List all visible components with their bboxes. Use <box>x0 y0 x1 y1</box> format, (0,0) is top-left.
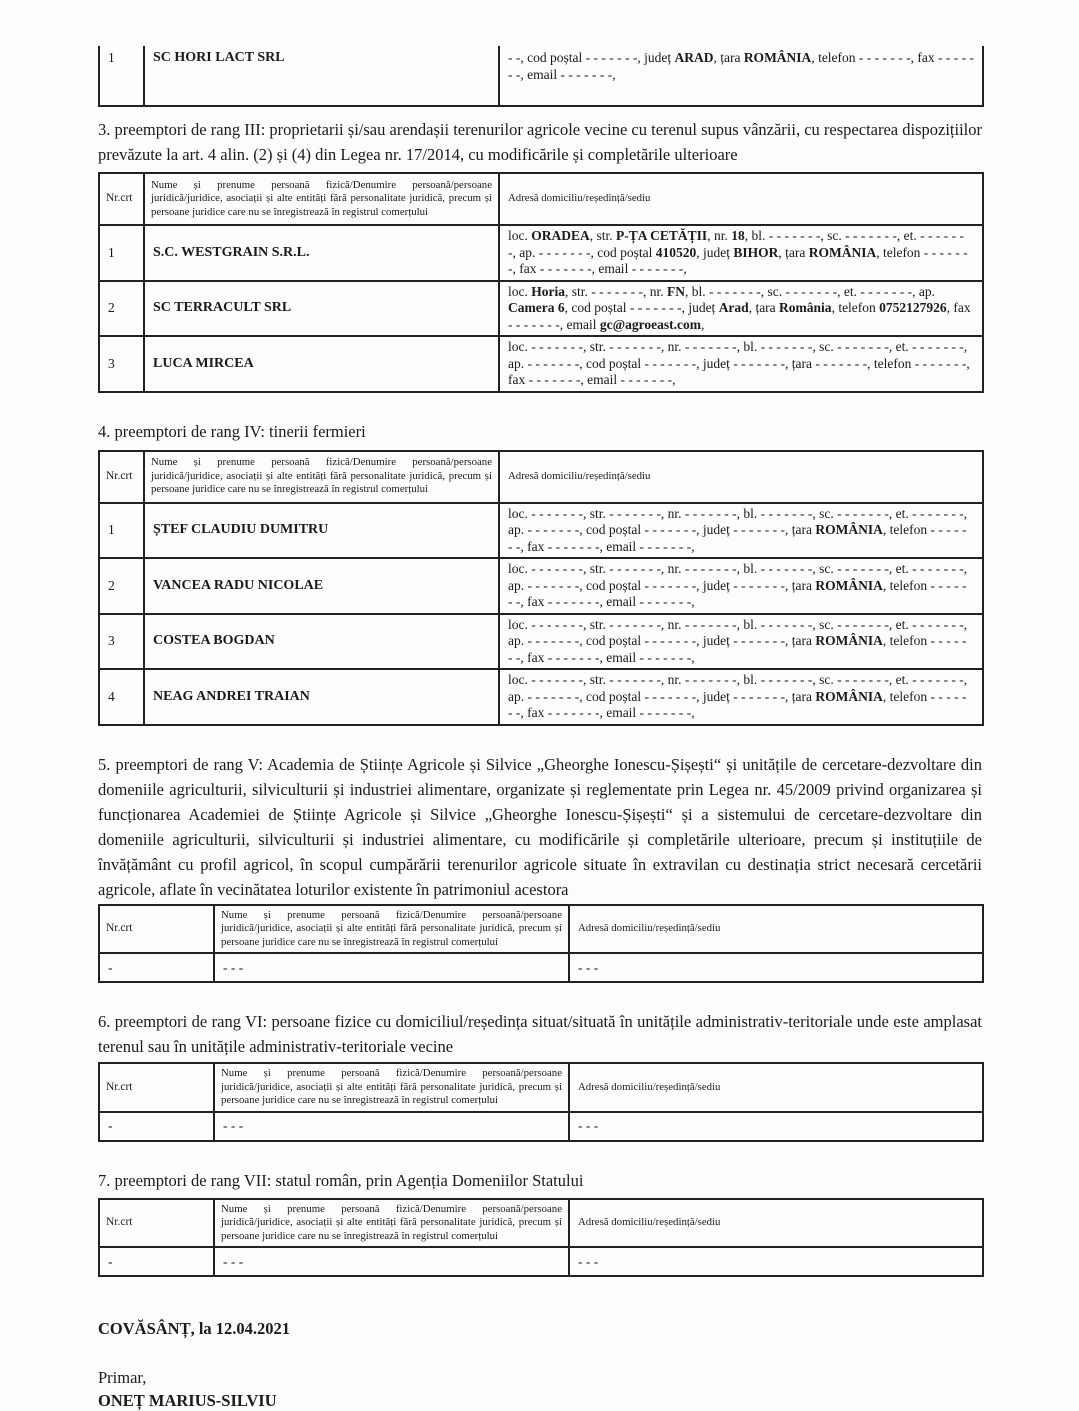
section-5-heading: 5. preemptori de rang V: Academia de Științe Agricole și Silvice „Gheorghe Ionescu-Șișești“ și unitățile de cercetare-dezvoltare din domeniile agriculturii, silviculturii și industriei alimentare, organizate și reglementate prin Legea nr. 45/2009 privind organizarea și funcționarea Academiei de Științe Agricole și Silvice „Gheorghe Ionescu-Șișești“ și a sistemului de cercetare-dezvoltare din domeniile agriculturii, silviculturii și industriei alimentare, cu modificările și completările ulterioare, precum și instituțiile de învățământ cu profil agricol, în scopul cumpărării terenurilor agricole situate în extravilan cu destinația strict necesară cercetării agricole, aflate în vecinătatea loturilor existente în patrimoniul acestora <box>98 754 982 899</box>
address-cell: loc. - - - - - - -, str. - - - - - - -, nr. - - - - - - -, bl. - - - - - - -, sc. - - - - - - -, et. - - - - - - -, ap. - - - - - - -, cod poștal - - - - - - -, județ - - - - - - -, țara ROMÂNIA, telefon - - - - - - -, fax - - - - - - -, email - - - - - - -, <box>499 558 983 614</box>
preemptors-table-rang3 <box>98 172 984 393</box>
table-row <box>99 281 983 337</box>
preemptors-table-rang2-partial <box>98 46 984 107</box>
header-name-cell: Nume și prenume persoană fizică/Denumire persoană/persoane juridică/juridice, asociații și alte entități fără personalitate juridică, precum și persoane juridice care nu se înregistrează în registrul comerțului <box>144 173 499 225</box>
name-cell: S.C. WESTGRAIN S.R.L. <box>144 225 499 281</box>
row-number-cell: 1 <box>99 46 144 106</box>
table-header-row <box>99 451 983 503</box>
header-nr-cell: Nr.crt <box>99 1199 214 1248</box>
header-address-cell: Adresă domiciliu/reședință/sediu <box>569 905 983 954</box>
name-cell: LUCA MIRCEA <box>144 336 499 392</box>
table-row <box>99 1112 983 1141</box>
address-cell: loc. - - - - - - -, str. - - - - - - -, nr. - - - - - - -, bl. - - - - - - -, sc. - - - - - - -, et. - - - - - - -, ap. - - - - - - -, cod poștal - - - - - - -, județ - - - - - - -, țara ROMÂNIA, telefon - - - - - - -, fax - - - - - - -, email - - - - - - -, <box>499 669 983 725</box>
section-6-heading: 6. preemptori de rang VI: persoane fizice cu domiciliul/reședința situat/situată în unitățile administrativ-teritoriale unde este amplasat terenul sau în unitățile administrativ-teritoriale vecine <box>98 1012 982 1056</box>
row-number-cell: 3 <box>99 614 144 670</box>
name-cell: - - - <box>214 953 569 982</box>
table-row <box>99 614 983 670</box>
table-header-row <box>99 173 983 225</box>
table-row <box>99 336 983 392</box>
name-cell: NEAG ANDREI TRAIAN <box>144 669 499 725</box>
header-nr-cell: Nr.crt <box>99 905 214 954</box>
address-cell: loc. Horia, str. - - - - - - -, nr. FN, bl. - - - - - - -, sc. - - - - - - -, et. - - - - - - -, ap. Camera 6, cod poștal - - - - - - -, județ Arad, țara România, telefon 0752127926, fax - - - - - - -, email gc@agroeast.com, <box>499 281 983 337</box>
table-row <box>99 558 983 614</box>
header-name-cell: Nume și prenume persoană fizică/Denumire persoană/persoane juridică/juridice, asociații și alte entități fără personalitate juridică, precum și persoane juridice care nu se înregistrează în registrul comerțului <box>214 1063 569 1112</box>
section-4-heading: 4. preemptori de rang IV: tinerii fermieri <box>98 421 366 441</box>
header-address-cell: Adresă domiciliu/reședință/sediu <box>569 1063 983 1112</box>
preemptors-table-rang5 <box>98 904 984 984</box>
address-cell: - - - <box>569 1247 983 1276</box>
header-nr-cell: Nr.crt <box>99 173 144 225</box>
preemptors-table-rang6 <box>98 1062 984 1142</box>
table-row <box>99 1247 983 1276</box>
row-number-cell: 4 <box>99 669 144 725</box>
address-cell: loc. ORADEA, str. P-ȚA CETĂȚII, nr. 18, bl. - - - - - - -, sc. - - - - - - -, et. - - - - - - -, ap. - - - - - - -, cod poștal 410520, județ BIHOR, țara ROMÂNIA, telefon - - - - - - -, fax - - - - - - -, email - - - - - - -, <box>499 225 983 281</box>
name-cell: ȘTEF CLAUDIU DUMITRU <box>144 503 499 559</box>
address-cell: loc. - - - - - - -, str. - - - - - - -, nr. - - - - - - -, bl. - - - - - - -, sc. - - - - - - -, et. - - - - - - -, ap. - - - - - - -, cod poștal - - - - - - -, județ - - - - - - -, țara ROMÂNIA, telefon - - - - - - -, fax - - - - - - -, email - - - - - - -, <box>499 614 983 670</box>
preemptors-table-rang4 <box>98 450 984 726</box>
address-cell: - - - <box>569 1112 983 1141</box>
header-address-cell: Adresă domiciliu/reședință/sediu <box>499 451 983 503</box>
header-name-cell: Nume și prenume persoană fizică/Denumire persoană/persoane juridică/juridice, asociații și alte entități fără personalitate juridică, precum și persoane juridice care nu se înregistrează în registrul comerțului <box>144 451 499 503</box>
table-row <box>99 953 983 982</box>
table-row <box>99 225 983 281</box>
address-cell: loc. - - - - - - -, str. - - - - - - -, nr. - - - - - - -, bl. - - - - - - -, sc. - - - - - - -, et. - - - - - - -, ap. - - - - - - -, cod poștal - - - - - - -, județ - - - - - - -, țara ROMÂNIA, telefon - - - - - - -, fax - - - - - - -, email - - - - - - -, <box>499 503 983 559</box>
section-7-heading: 7. preemptori de rang VII: statul român, prin Agenția Domeniilor Statului <box>98 1170 584 1190</box>
place-and-date: COVĂSÂNȚ, la 12.04.2021 <box>98 1319 291 1338</box>
preemptors-table-rang7 <box>98 1198 984 1278</box>
name-cell: SC HORI LACT SRL <box>144 46 499 106</box>
row-number-cell: - <box>99 953 214 982</box>
address-cell: - - - <box>569 953 983 982</box>
table-header-row <box>99 1199 983 1248</box>
row-number-cell: 1 <box>99 225 144 281</box>
header-nr-cell: Nr.crt <box>99 1063 214 1112</box>
address-cell: loc. - - - - - - -, str. - - - - - - -, nr. - - - - - - -, bl. - - - - - - -, sc. - - - - - - -, et. - - - - - - -, ap. - - - - - - -, cod poștal - - - - - - -, județ - - - - - - -, țara - - - - - - -, telefon - - - - - - -, fax - - - - - - -, email - - - - - - -, <box>499 336 983 392</box>
table-row <box>99 503 983 559</box>
row-number-cell: 2 <box>99 281 144 337</box>
table-header-row <box>99 1063 983 1112</box>
table-header-row <box>99 905 983 954</box>
header-name-cell: Nume și prenume persoană fizică/Denumire persoană/persoane juridică/juridice, asociații și alte entități fără personalitate juridică, precum și persoane juridice care nu se înregistrează în registrul comerțului <box>214 1199 569 1248</box>
row-number-cell: 1 <box>99 503 144 559</box>
name-cell: VANCEA RADU NICOLAE <box>144 558 499 614</box>
name-cell: COSTEA BOGDAN <box>144 614 499 670</box>
name-cell: - - - <box>214 1247 569 1276</box>
name-cell: SC TERRACULT SRL <box>144 281 499 337</box>
table-row <box>99 46 983 106</box>
address-cell: - -, cod poștal - - - - - - -, județ ARAD, țara ROMÂNIA, telefon - - - - - - -, fax - - - - - - -, email - - - - - - -, <box>499 46 983 106</box>
row-number-cell: - <box>99 1247 214 1276</box>
row-number-cell: 2 <box>99 558 144 614</box>
header-address-cell: Adresă domiciliu/reședință/sediu <box>499 173 983 225</box>
header-nr-cell: Nr.crt <box>99 451 144 503</box>
section-3-heading: 3. preemptori de rang III: proprietarii și/sau arendașii terenurilor agricole vecine cu terenul supus vânzării, cu respectarea dispozițiilor prevăzute la art. 4 alin. (2) și (4) din Legea nr. 17/2014, cu modificările și completările ulterioare <box>98 120 982 164</box>
table-row <box>99 669 983 725</box>
header-name-cell: Nume și prenume persoană fizică/Denumire persoană/persoane juridică/juridice, asociații și alte entități fără personalitate juridică, precum și persoane juridice care nu se înregistrează în registrul comerțului <box>214 905 569 954</box>
signer-title: Primar, <box>98 1368 147 1387</box>
signer-name: ONEȚ MARIUS-SILVIU <box>98 1391 277 1410</box>
header-address-cell: Adresă domiciliu/reședință/sediu <box>569 1199 983 1248</box>
name-cell: - - - <box>214 1112 569 1141</box>
row-number-cell: 3 <box>99 336 144 392</box>
signature-block <box>98 1319 982 1411</box>
row-number-cell: - <box>99 1112 214 1141</box>
